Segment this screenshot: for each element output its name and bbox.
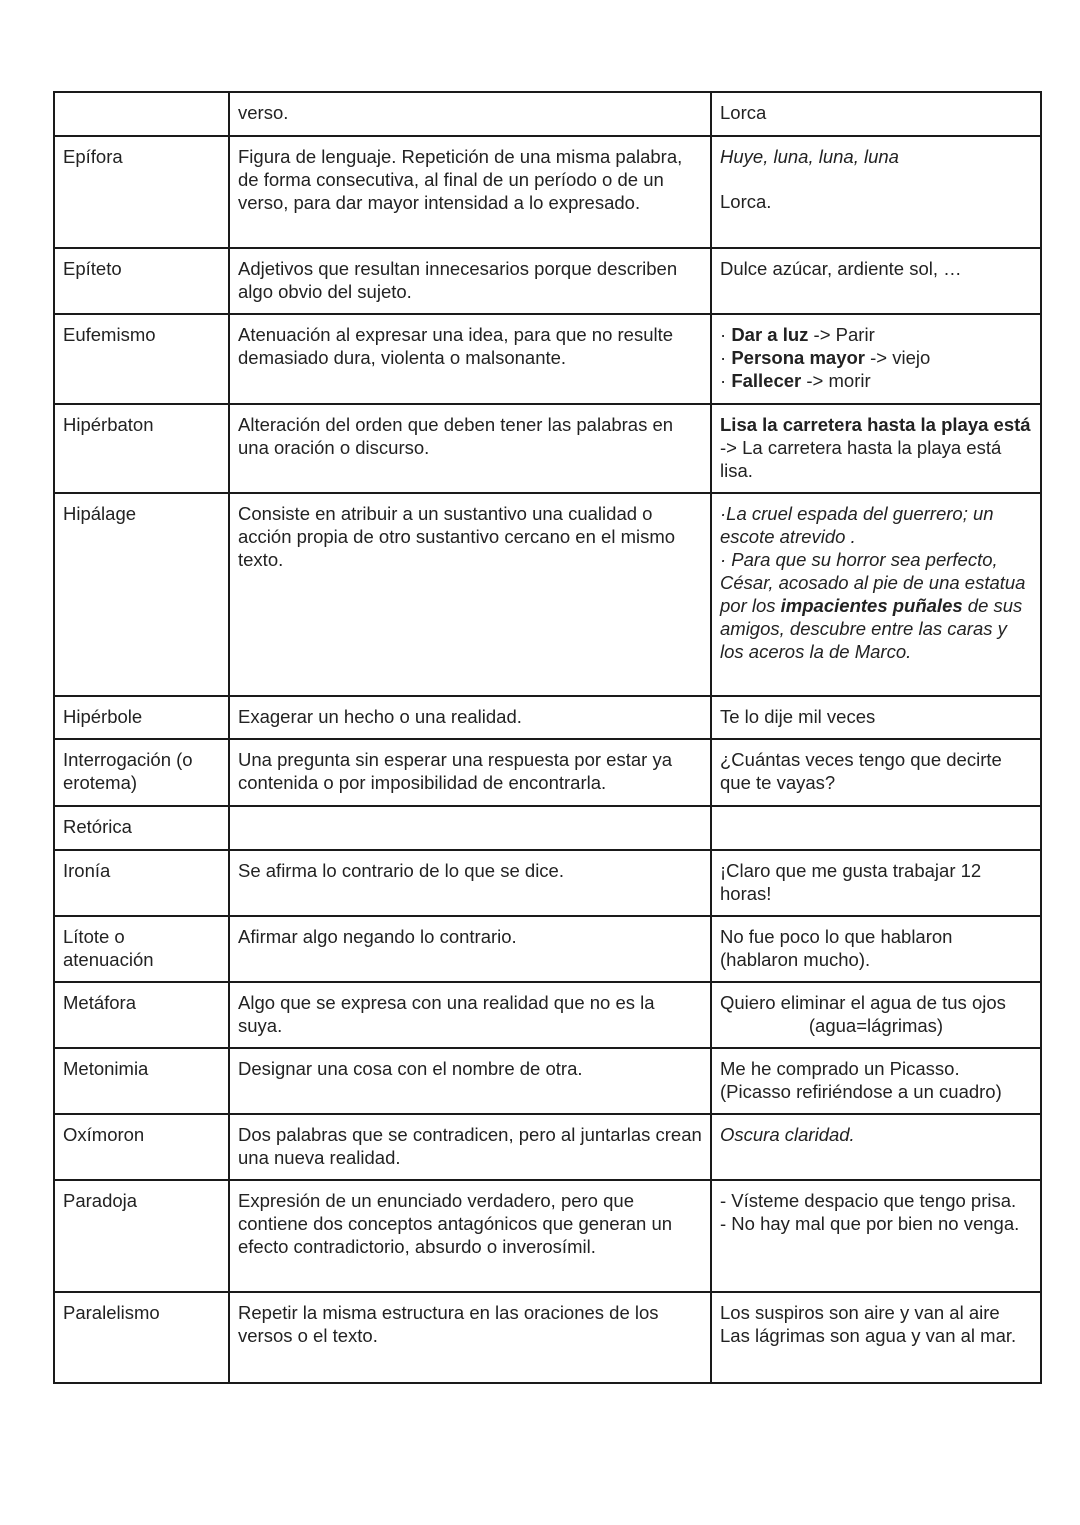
term-cell: Paralelismo: [54, 1292, 229, 1383]
example-line: - Vísteme despacio que tengo prisa.: [720, 1190, 1017, 1211]
example-line: Huye, luna, luna, luna: [720, 146, 899, 167]
example-line: (agua=lágrimas): [808, 1015, 944, 1036]
term-cell: Hipérbole: [54, 696, 229, 739]
example-line: ·La cruel espada del guerrero; un escote atrevido .: [720, 503, 994, 547]
table-row: [54, 916, 1041, 982]
term-cell: Interrogación (o erotema): [54, 739, 229, 806]
term-cell: Epífora: [54, 136, 229, 248]
example-cell: [711, 982, 1041, 1048]
table-row: [54, 806, 1041, 850]
example-cell: Te lo dije mil veces: [711, 696, 1041, 739]
table-row: [54, 136, 1041, 248]
definition-cell: Expresión de un enunciado verdadero, pero que contiene dos conceptos antagónicos que generan un efecto contradictorio, absurdo o inverosímil.: [229, 1180, 711, 1292]
term-cell: [54, 92, 229, 136]
example-line: · Dar a luz -> Parir: [720, 324, 875, 345]
example-line: Quiero eliminar el agua de tus ojos: [720, 992, 1006, 1013]
example-cell: Lisa la carretera hasta la playa está -> La carretera hasta la playa está lisa.: [711, 404, 1041, 493]
definition-cell: Afirmar algo negando lo contrario.: [229, 916, 711, 982]
table-row: [54, 850, 1041, 916]
definition-cell: Repetir la misma estructura en las oraciones de los versos o el texto.: [229, 1292, 711, 1383]
example-cell: [711, 1292, 1041, 1383]
table-row: [54, 982, 1041, 1048]
term-cell: Eufemismo: [54, 314, 229, 404]
example-line: Los suspiros son aire y van al aire: [720, 1302, 1000, 1323]
example-cell: [711, 136, 1041, 248]
definition-cell: Adjetivos que resultan innecesarios porque describen algo obvio del sujeto.: [229, 248, 711, 314]
table-row: [54, 1292, 1041, 1383]
example-cell: No fue poco lo que hablaron (hablaron mucho).: [711, 916, 1041, 982]
example-cell: [711, 806, 1041, 850]
term-cell: Oxímoron: [54, 1114, 229, 1180]
definition-cell: Se afirma lo contrario de lo que se dice.: [229, 850, 711, 916]
term-cell: Metonimia: [54, 1048, 229, 1114]
example-line: · Para que su horror sea perfecto, César, acosado al pie de una estatua por los impacientes puñales de sus amigos, descubre entre las caras y los aceros la de Marco.: [720, 549, 1026, 662]
table-row: [54, 1180, 1041, 1292]
term-cell: Epíteto: [54, 248, 229, 314]
example-cell: ¿Cuántas veces tengo que decirte que te vayas?: [711, 739, 1041, 806]
definition-cell: Algo que se expresa con una realidad que no es la suya.: [229, 982, 711, 1048]
example-line: · Persona mayor -> viejo: [720, 347, 931, 368]
table-row: [54, 92, 1041, 136]
example-line: - No hay mal que por bien no venga.: [720, 1213, 1020, 1234]
example-line: Las lágrimas son agua y van al mar.: [720, 1325, 1017, 1346]
table-row: [54, 696, 1041, 739]
definition-cell: [229, 806, 711, 850]
term-cell: Hipérbaton: [54, 404, 229, 493]
definition-cell: Exagerar un hecho o una realidad.: [229, 696, 711, 739]
example-cell: [711, 1180, 1041, 1292]
definition-cell: verso.: [229, 92, 711, 136]
example-cell: [711, 314, 1041, 404]
definition-cell: Atenuación al expresar una idea, para que no resulte demasiado dura, violenta o malsonante.: [229, 314, 711, 404]
term-cell: Retórica: [54, 806, 229, 850]
rhetorical-figures-table: [53, 91, 1042, 1384]
term-cell: Lítote o atenuación: [54, 916, 229, 982]
example-cell: Dulce azúcar, ardiente sol, …: [711, 248, 1041, 314]
definition-cell: Figura de lenguaje. Repetición de una misma palabra, de forma consecutiva, al final de un período o de un verso, para dar mayor intensidad a lo expresado.: [229, 136, 711, 248]
term-cell: Metáfora: [54, 982, 229, 1048]
example-cell: ¡Claro que me gusta trabajar 12 horas!: [711, 850, 1041, 916]
example-cell: Oscura claridad.: [711, 1114, 1041, 1180]
example-cell: [711, 493, 1041, 696]
table-row: [54, 404, 1041, 493]
table-row: [54, 493, 1041, 696]
example-cell: Lorca: [711, 92, 1041, 136]
term-cell: Ironía: [54, 850, 229, 916]
term-cell: Paradoja: [54, 1180, 229, 1292]
term-cell: Hipálage: [54, 493, 229, 696]
definition-cell: Una pregunta sin esperar una respuesta por estar ya contenida o por imposibilidad de encontrarla.: [229, 739, 711, 806]
table-row: [54, 739, 1041, 806]
definition-cell: Designar una cosa con el nombre de otra.: [229, 1048, 711, 1114]
table-row: [54, 1114, 1041, 1180]
table-row: [54, 248, 1041, 314]
example-line: · Fallecer -> morir: [720, 370, 871, 391]
example-line: Lorca.: [720, 191, 772, 212]
definition-cell: Alteración del orden que deben tener las palabras en una oración o discurso.: [229, 404, 711, 493]
definition-cell: Dos palabras que se contradicen, pero al juntarlas crean una nueva realidad.: [229, 1114, 711, 1180]
table-row: [54, 1048, 1041, 1114]
example-cell: Me he comprado un Picasso. (Picasso refiriéndose a un cuadro): [711, 1048, 1041, 1114]
definition-cell: Consiste en atribuir a un sustantivo una cualidad o acción propia de otro sustantivo cercano en el mismo texto.: [229, 493, 711, 696]
table-row: [54, 314, 1041, 404]
